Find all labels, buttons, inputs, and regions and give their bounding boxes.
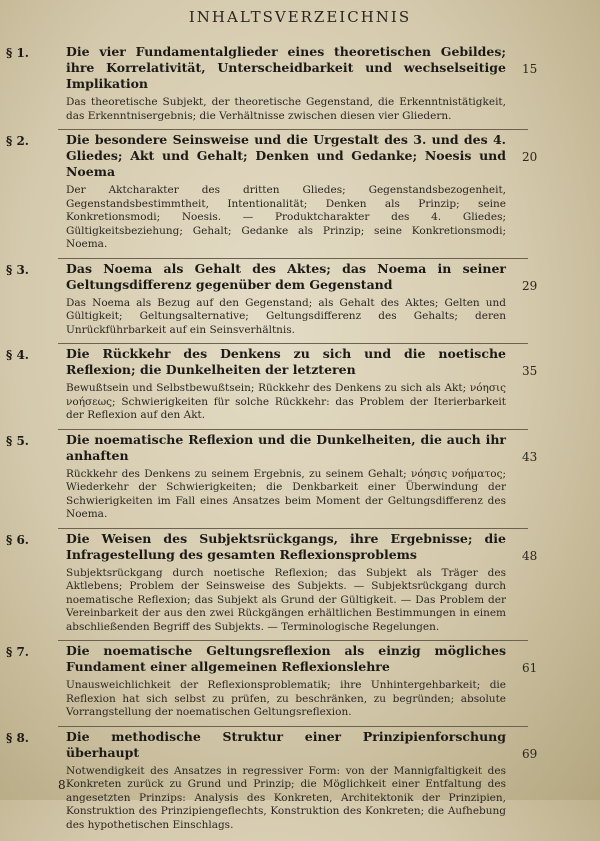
section-heading: Die methodische Struktur einer Prinzipienforschung überhaupt xyxy=(66,728,506,760)
section-heading: Die vier Fundamentalglieder eines theoretischen Gebildes; ihre Korrelativität, Unterscheidbarkeit und wechselseitige Implikation xyxy=(66,44,506,91)
page-number: 69 xyxy=(522,746,538,761)
toc-entry-8 xyxy=(6,728,538,833)
divider xyxy=(58,343,528,344)
folio-page-number: 8 xyxy=(58,778,66,792)
toc-entry-5 xyxy=(6,431,538,522)
toc-entry-2 xyxy=(6,132,538,252)
divider xyxy=(58,129,528,130)
toc-entry-1 xyxy=(6,44,538,123)
section-heading: Die Weisen des Subjektsrückgangs, ihre Ergebnisse; die Infragestellung des gesamten Reflexionsproblems xyxy=(66,530,506,562)
page-number: 29 xyxy=(522,278,538,293)
section-description: Rückkehr des Denkens zu seinem Ergebnis, zu seinem Gehalt; νόησις νοήματος; Wiederkehr der Schwierigkeiten; die Denkbarkeit einer Überwindung der Schwierigkeiten im Fall eines Ansatzes beim Moment der Geltungsdifferenz des Noema. xyxy=(66,467,506,520)
page-number: 35 xyxy=(522,364,538,378)
section-number: § 1. xyxy=(6,46,29,60)
toc-entry-4 xyxy=(6,346,538,423)
section-description: Das Noema als Bezug auf den Gegenstand; als Gehalt des Aktes; Gelten und Gültigkeit; Geltungsalternative; Geltungsdifferenz des Gehalts; deren Unrückführbarkeit auf ein Seinsverhältnis. xyxy=(66,296,506,336)
toc-entry-3 xyxy=(6,260,538,338)
divider xyxy=(58,726,528,727)
section-number: § 4. xyxy=(6,348,29,362)
section-description: Subjektsrückgang durch noetische Reflexion; das Subjekt als Träger des Aktlebens; Problem der Seinsweise des Subjekts. — Subjektsrückgang durch noematische Reflexion; das Subjekt als Grund der Gültigkeit. — Das Problem der Vereinbarkeit der aus den zwei Rückgängen erhältlichen Bestimmungen in einem abschließenden Begriff des Subjekts. — Terminologische Regelungen. xyxy=(66,566,506,633)
section-number: § 8. xyxy=(6,730,29,745)
divider xyxy=(58,640,528,641)
page-number: 15 xyxy=(522,62,538,76)
divider xyxy=(58,258,528,259)
page-number: 61 xyxy=(522,661,538,675)
section-description: Der Aktcharakter des dritten Gliedes; Gegenstandsbezogenheit, Gegenstandsbestimmtheit, Intentionalität; Denken als Prinzip; seine Konkretionsmodi; Noesis. — Produktcharakter des 4. Gliedes; Gültigkeitsbeziehung; Gehalt; Gedanke als Prinzip; seine Konkretionsmodi; Noema. xyxy=(66,184,506,250)
section-number: § 2. xyxy=(6,134,29,148)
section-heading: Die Rückkehr des Denkens zu sich und die noetische Reflexion; die Dunkelheiten der letzteren xyxy=(66,346,506,377)
section-number: § 6. xyxy=(6,532,29,547)
page-number: 43 xyxy=(522,449,538,464)
page-number: 48 xyxy=(522,548,538,563)
divider xyxy=(58,429,528,430)
section-description: Bewußtsein und Selbstbewußtsein; Rückkehr des Denkens zu sich als Akt; νόησις νοήσεως; Schwierigkeiten für solche Rückkehr: das Problem der Iterierbarkeit der Reflexion auf den Akt. xyxy=(66,382,506,421)
divider xyxy=(58,528,528,529)
section-heading: Die besondere Seinsweise und die Urgestalt des 3. und des 4. Gliedes; Akt und Gehalt; Denken und Gedanke; Noesis und Noema xyxy=(66,132,506,179)
section-description: Unausweichlichkeit der Reflexionsproblematik; ihre Unhintergehbarkeit; die Reflexion hat sich selbst zu prüfen, zu beschränken, zu begründen; absolute Vorrangstellung der noematischen Geltungsreflexion. xyxy=(66,679,506,718)
page-number: 20 xyxy=(522,150,538,164)
toc-entry-7 xyxy=(6,643,538,720)
section-heading: Die noematische Geltungsreflexion als einzig mögliches Fundament einer allgemeinen Reflexionslehre xyxy=(66,643,506,674)
toc-entry-6 xyxy=(6,530,538,635)
page-title: INHALTSVERZEICHNIS xyxy=(188,8,412,26)
section-number: § 5. xyxy=(6,433,29,448)
section-description: Notwendigkeit des Ansatzes in regressiver Form: von der Mannigfaltigkeit des Konkreten zurück zu Grund und Prinzip; die Möglichkeit einer Entfaltung des angesetzten Prinzips: Analysis des Konkreten, Architektonik der Prinzipien, Konstruktion des Prinzipiengeflechts, Konstruktion des Konkreten; die Aufhebung des hypothetischen Einschlags. xyxy=(66,764,506,831)
section-number: § 7. xyxy=(6,645,29,659)
section-description: Das theoretische Subjekt, der theoretische Gegenstand, die Erkenntnistätigkeit, das Erkenntnisergebnis; die Verhältnisse zwischen diesen vier Gliedern. xyxy=(66,96,506,122)
table-of-contents xyxy=(6,44,538,841)
section-number: § 3. xyxy=(6,262,29,277)
section-heading: Die noematische Reflexion und die Dunkelheiten, die auch ihr anhaften xyxy=(66,431,506,463)
section-heading: Das Noema als Gehalt des Aktes; das Noema in seiner Geltungsdifferenz gegenüber dem Gegenstand xyxy=(66,260,506,292)
